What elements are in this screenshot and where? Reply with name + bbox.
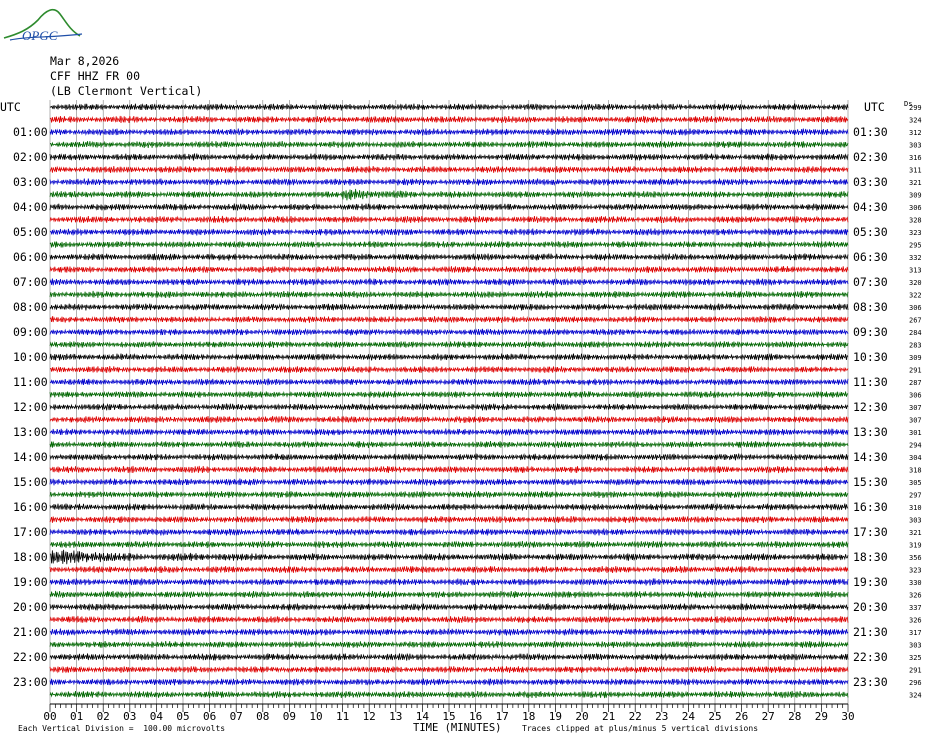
left-hour-label: 04:00 bbox=[13, 200, 48, 214]
rms-value: 294 bbox=[909, 441, 922, 450]
rms-value: 316 bbox=[909, 154, 922, 162]
rms-value: 310 bbox=[909, 504, 922, 512]
rms-value: 296 bbox=[909, 679, 922, 687]
left-hour-label: 16:00 bbox=[13, 500, 48, 514]
x-tick-label: 18 bbox=[522, 710, 536, 723]
left-hour-label: 01:00 bbox=[13, 125, 48, 139]
left-hour-label: 15:00 bbox=[13, 475, 48, 489]
left-hour-label: 20:00 bbox=[13, 600, 48, 614]
rms-value: 303 bbox=[909, 141, 922, 150]
x-tick-label: 10 bbox=[309, 710, 323, 723]
rms-value: 306 bbox=[909, 304, 922, 312]
right-hour-label: 07:30 bbox=[853, 275, 888, 289]
right-hour-label: 09:30 bbox=[853, 325, 888, 339]
rms-value: 323 bbox=[909, 229, 922, 237]
x-tick-label: 11 bbox=[335, 710, 350, 723]
x-tick-label: 21 bbox=[601, 710, 616, 723]
right-hour-label: 06:30 bbox=[853, 250, 888, 264]
location-label: (LB Clermont Vertical) bbox=[50, 84, 203, 98]
x-tick-label: 01 bbox=[69, 710, 84, 723]
x-tick-label: 03 bbox=[123, 710, 137, 723]
left-hour-label: 06:00 bbox=[13, 250, 48, 264]
left-hour-label: 23:00 bbox=[13, 675, 48, 689]
left-utc-title: UTC bbox=[0, 100, 21, 114]
right-hour-label: 15:30 bbox=[853, 475, 888, 489]
rms-value: 309 bbox=[909, 354, 922, 362]
left-hour-label: 02:00 bbox=[13, 150, 48, 164]
right-hour-label: 01:30 bbox=[853, 125, 888, 139]
rms-value: 283 bbox=[909, 341, 922, 350]
x-tick-label: 05 bbox=[176, 710, 190, 723]
rms-value: 307 bbox=[909, 416, 922, 425]
rms-value: 297 bbox=[909, 491, 922, 500]
rms-value: 291 bbox=[909, 666, 922, 675]
rms-value: 295 bbox=[909, 241, 922, 250]
x-axis-title: TIME (MINUTES) bbox=[413, 722, 502, 734]
rms-value: 284 bbox=[909, 329, 922, 337]
x-tick-label: 30 bbox=[841, 710, 855, 723]
rms-value: 313 bbox=[909, 266, 922, 275]
x-tick-label: 17 bbox=[495, 710, 509, 723]
left-hour-label: 10:00 bbox=[13, 350, 48, 364]
x-tick-label: 20 bbox=[575, 710, 589, 723]
left-hour-label: 11:00 bbox=[13, 375, 48, 389]
rms-value: 337 bbox=[909, 604, 922, 612]
left-hour-label: 18:00 bbox=[13, 550, 48, 564]
x-tick-label: 29 bbox=[814, 710, 829, 723]
x-tick-label: 14 bbox=[415, 710, 430, 723]
rms-value: 318 bbox=[909, 466, 922, 475]
x-tick-label: 22 bbox=[628, 710, 642, 723]
rms-value: 317 bbox=[909, 629, 922, 637]
right-hour-label: 21:30 bbox=[853, 625, 888, 639]
x-tick-label: 13 bbox=[389, 710, 403, 723]
left-hour-label: 14:00 bbox=[13, 450, 48, 464]
x-tick-label: 02 bbox=[96, 710, 110, 723]
right-hour-label: 13:30 bbox=[853, 425, 888, 439]
right-hour-label: 12:30 bbox=[853, 400, 888, 414]
rms-value: 325 bbox=[909, 654, 922, 662]
right-hour-label: 19:30 bbox=[853, 575, 888, 589]
rms-value: 301 bbox=[909, 429, 922, 437]
vertical-division-note: Each Vertical Division = 100.00 microvolts bbox=[18, 724, 226, 733]
left-hour-label: 03:00 bbox=[13, 175, 48, 189]
x-tick-label: 16 bbox=[468, 710, 483, 723]
date-label: Mar 8,2026 bbox=[50, 54, 120, 68]
x-tick-label: 12 bbox=[362, 710, 376, 723]
right-hour-label: 20:30 bbox=[853, 600, 888, 614]
left-hour-label: 22:00 bbox=[13, 650, 48, 664]
rms-value: 306 bbox=[909, 391, 922, 400]
right-utc-title: UTC bbox=[864, 100, 885, 114]
right-hour-label: 10:30 bbox=[853, 350, 888, 364]
station-label: CFF HHZ FR 00 bbox=[50, 69, 141, 83]
x-tick-label: 24 bbox=[681, 710, 696, 723]
left-hour-label: 08:00 bbox=[13, 300, 48, 314]
rms-value: 328 bbox=[909, 216, 922, 225]
rms-value: 323 bbox=[909, 566, 922, 575]
right-hour-label: 22:30 bbox=[853, 650, 888, 664]
logo-text: OPGC bbox=[22, 28, 58, 43]
right-hour-label: 16:30 bbox=[853, 500, 888, 514]
rms-value: 291 bbox=[909, 366, 922, 375]
rms-value: 319 bbox=[909, 541, 922, 550]
x-tick-label: 27 bbox=[761, 710, 775, 723]
rms-value: 306 bbox=[909, 204, 922, 212]
rms-value: 305 bbox=[909, 479, 922, 487]
right-hour-label: 17:30 bbox=[853, 525, 888, 539]
rms-value: 356 bbox=[909, 554, 922, 562]
right-hour-label: 11:30 bbox=[853, 375, 888, 389]
x-tick-label: 09 bbox=[282, 710, 297, 723]
rms-value: 321 bbox=[909, 179, 922, 187]
rms-value: 299 bbox=[909, 104, 922, 112]
x-tick-label: 00 bbox=[43, 710, 57, 723]
rms-value: 326 bbox=[909, 591, 922, 600]
x-tick-label: 07 bbox=[229, 710, 243, 723]
right-hour-label: 08:30 bbox=[853, 300, 888, 314]
right-hour-label: 04:30 bbox=[853, 200, 888, 214]
x-tick-label: 23 bbox=[655, 710, 669, 723]
rms-value: 311 bbox=[909, 166, 922, 175]
right-hour-label: 23:30 bbox=[853, 675, 888, 689]
rms-value: 304 bbox=[909, 454, 922, 462]
rms-value: 309 bbox=[909, 191, 922, 200]
right-hour-label: 18:30 bbox=[853, 550, 888, 564]
left-hour-label: 09:00 bbox=[13, 325, 48, 339]
right-hour-label: 03:30 bbox=[853, 175, 888, 189]
rms-value: 307 bbox=[909, 404, 922, 412]
left-hour-label: 19:00 bbox=[13, 575, 48, 589]
rms-value: 330 bbox=[909, 579, 922, 587]
rms-value: 303 bbox=[909, 516, 922, 525]
rms-value: 322 bbox=[909, 291, 922, 300]
left-hour-label: 07:00 bbox=[13, 275, 48, 289]
left-hour-label: 12:00 bbox=[13, 400, 48, 414]
left-hour-label: 21:00 bbox=[13, 625, 48, 639]
rms-value: 332 bbox=[909, 254, 922, 262]
x-tick-label: 25 bbox=[708, 710, 722, 723]
x-tick-label: 19 bbox=[548, 710, 563, 723]
right-hour-label: 05:30 bbox=[853, 225, 888, 239]
rms-value: 324 bbox=[909, 116, 922, 125]
rms-value: 324 bbox=[909, 691, 922, 700]
x-tick-label: 15 bbox=[442, 710, 456, 723]
right-hour-label: 02:30 bbox=[853, 150, 888, 164]
rms-value: 321 bbox=[909, 529, 922, 537]
rms-title: Ds bbox=[904, 100, 913, 108]
left-hour-label: 17:00 bbox=[13, 525, 48, 539]
x-tick-label: 06 bbox=[202, 710, 217, 723]
left-hour-label: 05:00 bbox=[13, 225, 48, 239]
rms-value: 312 bbox=[909, 129, 922, 137]
rms-value: 326 bbox=[909, 616, 922, 625]
rms-value: 320 bbox=[909, 279, 922, 287]
rms-value: 287 bbox=[909, 379, 922, 387]
x-tick-label: 08 bbox=[256, 710, 270, 723]
opgc-logo bbox=[4, 10, 82, 43]
x-tick-label: 28 bbox=[788, 710, 802, 723]
rms-value: 303 bbox=[909, 641, 922, 650]
clipping-note: Traces clipped at plus/minus 5 vertical divisions bbox=[522, 724, 759, 733]
left-hour-label: 13:00 bbox=[13, 425, 48, 439]
right-hour-label: 14:30 bbox=[853, 450, 888, 464]
x-tick-label: 26 bbox=[734, 710, 749, 723]
rms-value: 267 bbox=[909, 316, 922, 325]
x-tick-label: 04 bbox=[149, 710, 164, 723]
